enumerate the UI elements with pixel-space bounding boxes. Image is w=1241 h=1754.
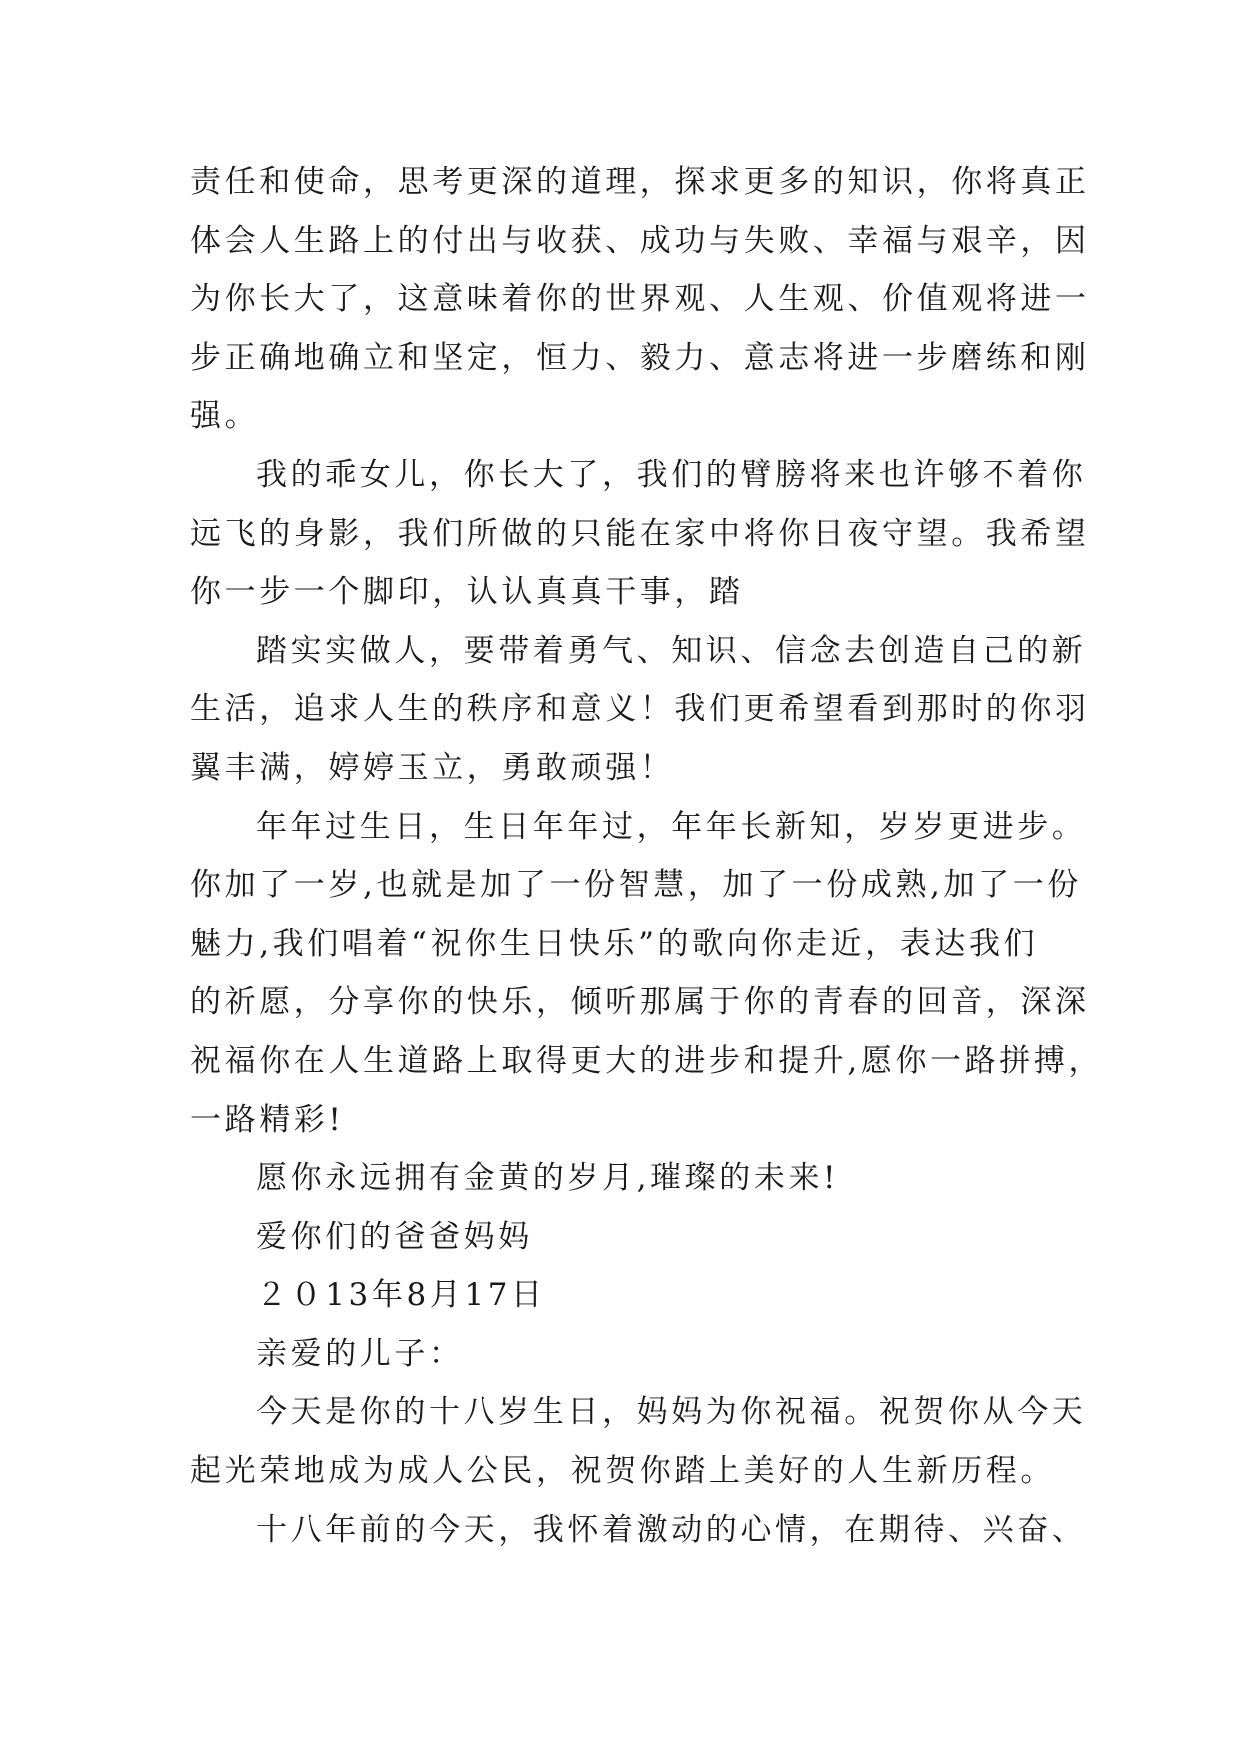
paragraph [190,1501,1087,1560]
text-line: 踏实实做人，要带着勇气、知识、信念去创造自己的新 [256,632,1087,669]
text-line: 亲爱的儿子： [256,1335,464,1372]
paragraph [190,798,1104,1150]
paragraph [190,446,1090,622]
text-line: 年年过生日，生日年年过，年年长新知，岁岁更进步。 [256,808,1087,845]
text-line: 今天是你的十八岁生日，妈妈为你祝福。祝贺你从今天 [256,1394,1087,1431]
text-line: 你一步一个脚印，认认真真干事，踏 [190,574,744,611]
paragraph [190,1325,1070,1384]
text-line: 魅力,我们唱着“祝你生日快乐”的歌向你走近，表达我们 [190,925,1039,962]
text-line: 起光荣地成为成人公民，祝贺你踏上美好的人生新历程。 [190,1453,1055,1490]
text-line: 我的乖女儿，你长大了，我们的臂膀将来也许够不着你 [256,456,1087,493]
text-line: 为你长大了，这意味着你的世界观、人生观、价值观将进一 [190,281,1090,318]
text-line: 的祈愿，分享你的快乐，倾听那属于你的青春的回音，深深 [190,984,1090,1021]
paragraph [190,1266,1070,1325]
text-line: 爱你们的爸爸妈妈 [256,1218,533,1255]
text-line: ２０13年8月17日 [256,1277,546,1314]
paragraph [190,153,1090,446]
paragraph [190,1383,1087,1500]
text-line: 远飞的身影，我们所做的只能在家中将你日夜守望。我希望 [190,515,1090,552]
text-line: 一路精彩! [190,1101,345,1138]
text-line: 体会人生路上的付出与收获、成功与失败、幸福与艰辛，因 [190,222,1090,259]
text-line: 强。 [190,398,260,435]
text-line: 你加了一岁,也就是加了一份智慧，加了一份成熟,加了一份 [190,867,1082,904]
text-line: 责任和使命，思考更深的道理，探求更多的知识，你将真正 [190,164,1090,200]
text-line: 愿你永远拥有金黄的岁月,璀璨的未来! [256,1160,840,1197]
text-line: 十八年前的今天，我怀着激动的心情，在期待、兴奋、 [256,1511,1087,1548]
text-line: 生活，追求人生的秩序和意义！我们更希望看到那时的你羽 [190,691,1090,728]
document-body [190,153,1104,1559]
paragraph [190,622,1090,798]
text-line: 祝福你在人生道路上取得更大的进步和提升,愿你一路拼搏， [190,1042,1104,1079]
text-line: 步正确地确立和坚定，恒力、毅力、意志将进一步磨练和刚 [190,339,1090,376]
paragraph [190,1208,1070,1267]
text-line: 翼丰满，婷婷玉立，勇敢顽强！ [190,749,675,786]
paragraph [190,1149,1070,1208]
